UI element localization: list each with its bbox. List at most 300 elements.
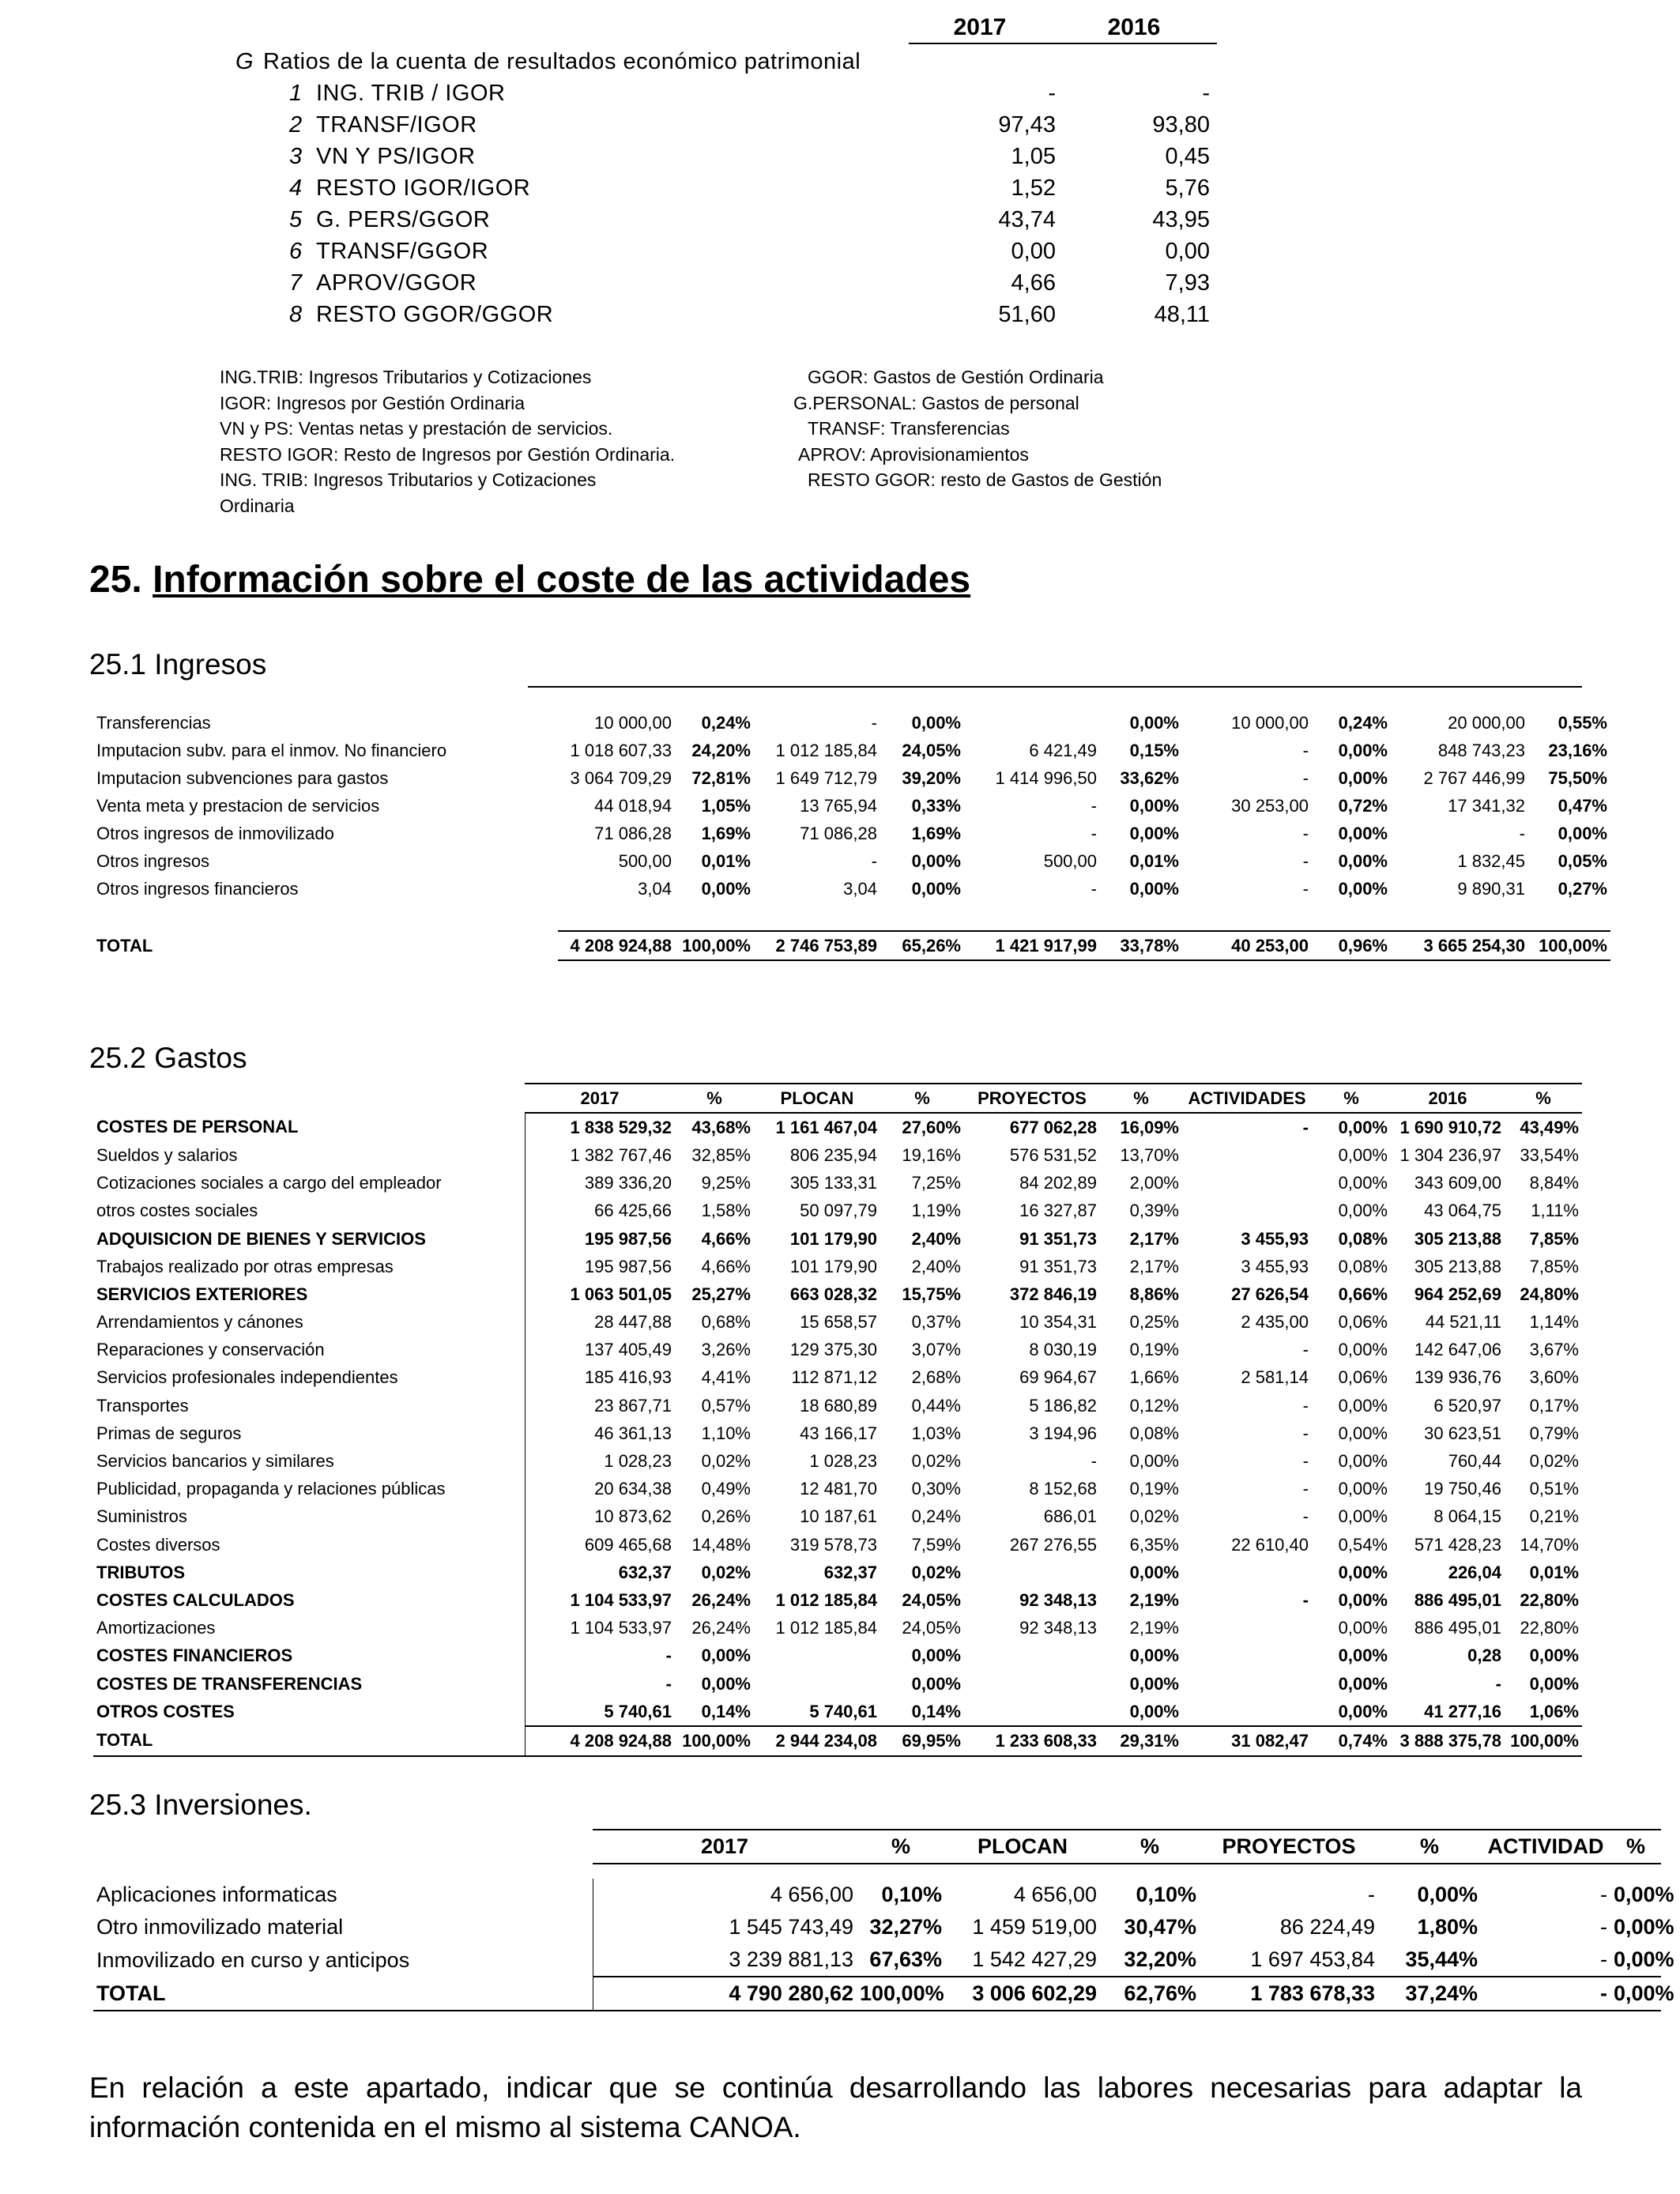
- ingresos-row-cell: 0,00%: [1129, 795, 1179, 816]
- gastos-row-cell: 2,40%: [911, 1228, 961, 1249]
- ingresos-row-cell: 0,05%: [1558, 850, 1607, 871]
- ratio-value-2017: 51,60: [998, 302, 1056, 327]
- gastos-row-cell: 13,70%: [1120, 1144, 1179, 1165]
- inversiones-row-cell: 32,20%: [1100, 1943, 1200, 1977]
- gastos-row-label: Primas de seguros: [96, 1423, 242, 1443]
- gastos-row-cell: 101 179,90: [789, 1256, 877, 1276]
- gastos-row-cell: 0,00%: [1338, 1117, 1388, 1137]
- gastos-row-cell: 44 521,11: [1425, 1312, 1501, 1333]
- gastos-row-cell: 9,25%: [701, 1173, 751, 1193]
- gastos-row-cell: 1 161 467,04: [775, 1117, 877, 1137]
- ratios-letter: G: [235, 49, 254, 74]
- ingresos-row: [93, 737, 1610, 764]
- ingresos-row-cell: 1 018 607,33: [570, 740, 672, 760]
- gastos-row-cell: -: [525, 1642, 675, 1670]
- ingresos-row-cell: 0,55%: [1558, 712, 1607, 733]
- gastos-row-cell: 1 063 501,05: [525, 1280, 675, 1308]
- gastos-row-cell: 8 064,15: [1433, 1506, 1501, 1527]
- gastos-row-cell: [754, 1642, 880, 1670]
- gastos-row-cell: 0,19%: [1129, 1340, 1179, 1360]
- gastos-row-cell: 92 348,13: [1019, 1589, 1097, 1610]
- ingresos-row-cell: 72,81%: [691, 767, 751, 788]
- ratio-value-2016: 43,95: [1152, 207, 1210, 232]
- ingresos-row-cell: 44 018,94: [594, 795, 672, 816]
- gastos-row-cell: [1182, 1559, 1312, 1586]
- ratio-value-2017: 0,00: [1011, 239, 1056, 264]
- ingresos-row-cell: 0,00%: [1338, 850, 1388, 871]
- inversiones-total-row-cell: 4 790 280,62: [593, 1977, 857, 2011]
- gastos-row-cell: 0,02%: [1129, 1506, 1179, 1527]
- spacer-cell: [93, 903, 1610, 931]
- gastos-row-cell: 2 435,00: [1241, 1312, 1309, 1333]
- gastos-row: [93, 1531, 1582, 1559]
- gastos-row-cell: 8,86%: [1129, 1284, 1179, 1304]
- gastos-row-cell: 22,80%: [1520, 1618, 1579, 1638]
- ingresos-row-cell: 0,33%: [911, 795, 961, 816]
- gastos-row-cell: 24,05%: [902, 1618, 961, 1638]
- gastos-row-cell: 2,19%: [1129, 1618, 1179, 1638]
- gastos-row-cell: 41 277,16: [1391, 1698, 1505, 1726]
- ingresos-row-label: Venta meta y prestacion de servicios: [96, 795, 380, 816]
- inversiones-row-cell: 32,27%: [869, 1915, 942, 1939]
- gastos-row-cell: 0,12%: [1129, 1395, 1179, 1416]
- ingresos-heading: 25.1 Ingresos: [89, 648, 267, 680]
- gastos-row-cell: 1 690 910,72: [1399, 1117, 1501, 1137]
- gastos-row-label: ADQUISICION DE BIENES Y SERVICIOS: [96, 1228, 426, 1249]
- gastos-row-cell: 0,37%: [911, 1312, 961, 1333]
- gastos-row-cell: 15,75%: [902, 1284, 961, 1304]
- gastos-row-cell: 305 213,88: [1414, 1256, 1501, 1276]
- gastos-row-cell: 0,49%: [701, 1479, 751, 1499]
- gastos-row-cell: 20 634,38: [525, 1476, 675, 1503]
- gastos-row-cell: 2,17%: [1129, 1228, 1179, 1249]
- gastos-row: [93, 1642, 1582, 1670]
- ingresos-row-cell: 13 765,94: [800, 795, 877, 816]
- gastos-row-cell: 46 361,13: [525, 1419, 675, 1447]
- ingresos-row-cell: 24,20%: [691, 740, 751, 760]
- gastos-row-cell: 43 166,17: [800, 1423, 877, 1443]
- gastos-row-cell: 137 405,49: [525, 1336, 675, 1364]
- gastos-row-cell: 886 495,01: [1414, 1618, 1501, 1638]
- gastos-row-cell: 1,06%: [1505, 1698, 1582, 1726]
- gastos-row-cell: 0,00%: [1529, 1673, 1579, 1694]
- ingresos-row-cell: 1,69%: [911, 823, 961, 843]
- gastos-row-cell: 43,68%: [691, 1117, 751, 1137]
- ingresos-row-cell: 23,16%: [1548, 740, 1607, 760]
- gastos-row: [93, 1559, 1582, 1586]
- ingresos-total-row: [93, 931, 1610, 960]
- ingresos-total-row-cell: 65,26%: [880, 931, 964, 960]
- ingresos-row-cell: 3,04: [638, 878, 672, 899]
- gastos-row-cell: 0,00%: [911, 1646, 961, 1666]
- gastos-row-cell: 0,00%: [1129, 1562, 1179, 1582]
- gastos-row-cell: 3 194,96: [1029, 1423, 1097, 1443]
- gastos-row-cell: 3,60%: [1529, 1367, 1579, 1388]
- gastos-row-cell: 3,67%: [1529, 1340, 1579, 1360]
- ingresos-row-cell: 848 743,23: [1437, 740, 1525, 760]
- gastos-total-row-cell: 4 208 924,88: [525, 1726, 675, 1755]
- gastos-row-cell: -: [1302, 1395, 1309, 1416]
- inversiones-row-label: Otro inmovilizado material: [96, 1915, 344, 1939]
- ingresos-row-cell: 1 012 185,84: [775, 740, 877, 760]
- gastos-row-label: Reparaciones y conservación: [96, 1340, 325, 1360]
- gastos-row-cell: 0,14%: [675, 1698, 754, 1726]
- gastos-row-cell: 343 609,00: [1414, 1173, 1501, 1193]
- gastos-total-row-cell: 3 888 375,78: [1391, 1726, 1505, 1755]
- ratios-title: Ratios de la cuenta de resultados económico patrimonial: [263, 49, 861, 74]
- gastos-row-cell: 609 465,68: [525, 1531, 675, 1559]
- ingresos-row-cell: 500,00: [1043, 850, 1097, 871]
- ingresos-row: [93, 764, 1610, 792]
- ratio-label: VN Y PS/IGOR: [316, 144, 476, 169]
- gastos-row-cell: 18 680,89: [800, 1395, 877, 1416]
- gastos-row-cell: 677 062,28: [1009, 1117, 1097, 1137]
- gastos-row-cell: 112 871,12: [791, 1367, 877, 1388]
- gastos-header-cell: %: [1312, 1084, 1391, 1113]
- gastos-row-cell: 2,17%: [1129, 1256, 1179, 1276]
- inversiones-row-label: Aplicaciones informaticas: [96, 1883, 337, 1906]
- gastos-header-cell: %: [1100, 1084, 1182, 1113]
- ingresos-total-row-cell: 0,96%: [1312, 931, 1391, 960]
- gastos-row-cell: 139 936,76: [1414, 1367, 1501, 1388]
- ingresos-row-cell: -: [1302, 850, 1309, 871]
- gastos-row-cell: 0,00%: [1338, 1673, 1388, 1694]
- inversiones-row-cell: 1 545 743,49: [593, 1911, 857, 1943]
- gastos-row-cell: 0,66%: [1338, 1284, 1388, 1304]
- gastos-row-cell: 0,79%: [1529, 1423, 1579, 1443]
- inversiones-row-cell: 0,00%: [1610, 1943, 1661, 1977]
- inversiones-row-cell: 86 224,49: [1279, 1915, 1375, 1939]
- gastos-row-cell: 0,00%: [1100, 1698, 1182, 1726]
- ratio-value-2016: 0,45: [1165, 144, 1210, 169]
- gastos-row-cell: -: [1495, 1673, 1501, 1694]
- ratio-label: TRANSF/GGOR: [316, 239, 489, 264]
- gastos-header-cell: %: [880, 1084, 964, 1113]
- inversiones-row-cell: -: [1600, 1883, 1607, 1906]
- gastos-row-cell: 91 351,73: [1019, 1256, 1097, 1276]
- inversiones-row-cell: 1 542 427,29: [945, 1943, 1100, 1977]
- gastos-row-cell: -: [1302, 1589, 1309, 1610]
- gastos-row-cell: 0,51%: [1529, 1479, 1579, 1499]
- ratio-value-2016: 93,80: [1152, 112, 1210, 138]
- gastos-row: [93, 1364, 1582, 1392]
- ingresos-row-cell: 500,00: [618, 850, 672, 871]
- gastos-row-cell: 3,26%: [701, 1340, 751, 1360]
- ingresos-row-cell: 2 767 446,99: [1423, 767, 1525, 788]
- legend-right-item: G.PERSONAL: Gastos de personal: [793, 392, 1079, 413]
- gastos-total-row-cell: 0,74%: [1312, 1726, 1391, 1755]
- ingresos-total-row-cell: 100,00%: [1528, 931, 1610, 960]
- gastos-row-cell: 22 610,40: [1231, 1534, 1309, 1555]
- gastos-row-cell: 4,41%: [701, 1367, 751, 1388]
- spacer-cell: [93, 1864, 1661, 1879]
- gastos-row-cell: 1 382 767,46: [525, 1141, 675, 1169]
- gastos-row-cell: 226,04: [1448, 1562, 1501, 1582]
- gastos-row-cell: 5 186,82: [1029, 1395, 1097, 1416]
- inversiones-row-label: Inmovilizado en curso y anticipos: [96, 1947, 410, 1972]
- gastos-row-cell: [1182, 1197, 1312, 1225]
- inversiones-total-row-cell: 1 783 678,33: [1200, 1977, 1378, 2011]
- gastos-row-cell: 25,27%: [691, 1284, 751, 1304]
- gastos-row-cell: 5 740,61: [525, 1698, 675, 1726]
- gastos-row-cell: 3 455,93: [1241, 1256, 1309, 1276]
- inversiones-row-cell: -: [1600, 1915, 1607, 1939]
- ratios-section: [0, 0, 1680, 553]
- ingresos-row-cell: 0,00%: [701, 878, 751, 899]
- gastos-header-row: [93, 1084, 1582, 1113]
- gastos-row: [93, 1503, 1582, 1531]
- gastos-row-label: TRIBUTOS: [96, 1562, 186, 1582]
- gastos-row-cell: [964, 1670, 1100, 1698]
- ratio-label: APROV/GGOR: [316, 270, 477, 296]
- gastos-row-cell: 319 578,73: [789, 1534, 877, 1555]
- ratio-value-2016: -: [1202, 81, 1210, 106]
- gastos-row-label: Amortizaciones: [96, 1618, 216, 1638]
- section-title: Información sobre el coste de las actividades: [153, 559, 971, 601]
- gastos-row: [93, 1113, 1582, 1141]
- legend-left-item: ING. TRIB: Ingresos Tributarios y Cotizaciones: [220, 469, 597, 490]
- inversiones-total-row: [93, 1977, 1661, 2011]
- gastos-row-cell: 760,44: [1448, 1451, 1501, 1472]
- gastos-row-cell: 0,00%: [1338, 1451, 1388, 1472]
- ingresos-row: [93, 792, 1610, 820]
- ingresos-row-cell: 1,05%: [701, 795, 751, 816]
- ingresos-total-row-cell: 33,78%: [1100, 931, 1182, 960]
- gastos-row-cell: [1182, 1170, 1312, 1197]
- gastos-row-cell: 24,05%: [902, 1589, 961, 1610]
- inversiones-header-cell: %: [1610, 1830, 1661, 1864]
- gastos-row: [93, 1447, 1582, 1475]
- gastos-row-cell: 8 152,68: [1029, 1479, 1097, 1499]
- gastos-row-cell: 372 846,19: [1009, 1284, 1097, 1304]
- gastos-row-cell: 964 252,69: [1414, 1284, 1501, 1304]
- ingresos-row-label: Imputacion subv. para el inmov. No financiero: [96, 740, 447, 760]
- gastos-row-label: Transportes: [96, 1395, 189, 1416]
- gastos-row-cell: 6,35%: [1129, 1534, 1179, 1555]
- gastos-row-cell: 1,19%: [911, 1201, 961, 1221]
- gastos-row-cell: 195 987,56: [525, 1253, 675, 1280]
- inversiones-heading: 25.3 Inversiones.: [89, 1789, 312, 1821]
- inversiones-row: [93, 1911, 1661, 1943]
- gastos-heading: 25.2 Gastos: [89, 1042, 247, 1074]
- gastos-header-cell: %: [1505, 1084, 1582, 1113]
- gastos-row-cell: 632,37: [823, 1562, 877, 1582]
- ratio-value-2016: 7,93: [1165, 270, 1210, 296]
- gastos-row: [93, 1336, 1582, 1364]
- gastos-row-cell: -: [1302, 1506, 1309, 1527]
- ingresos-row-cell: [964, 709, 1100, 737]
- gastos-row-cell: 4,66%: [701, 1228, 751, 1249]
- gastos-row-cell: 16 327,87: [1019, 1201, 1097, 1221]
- gastos-row-cell: 0,00%: [1338, 1589, 1388, 1610]
- ingresos-total-row-cell: 4 208 924,88: [558, 931, 675, 960]
- gastos-total-row-cell: 100,00%: [675, 1726, 754, 1755]
- inversiones-header-cell: [93, 1830, 593, 1864]
- ingresos-row-cell: 10 000,00: [1231, 712, 1309, 733]
- gastos-row-cell: 32,85%: [691, 1144, 751, 1165]
- ingresos-row-cell: 17 341,32: [1448, 795, 1525, 816]
- gastos-header-cell: 2016: [1391, 1084, 1505, 1113]
- gastos-row-cell: 1 304 236,97: [1399, 1144, 1501, 1165]
- inversiones-header-cell: 2017: [593, 1830, 857, 1864]
- ingresos-row-cell: 1 649 712,79: [775, 767, 877, 788]
- legend-right-item: TRANSF: Transferencias: [808, 418, 1010, 439]
- inversiones-total-row-label: TOTAL: [93, 1977, 593, 2011]
- ratio-label: TRANSF/IGOR: [316, 112, 477, 138]
- ingresos-row-cell: 0,00%: [1129, 878, 1179, 899]
- ingresos-row-cell: 3 064 709,29: [570, 767, 672, 788]
- gastos-row-cell: 3 455,93: [1241, 1228, 1309, 1249]
- ingresos-row-cell: -: [1302, 767, 1309, 788]
- gastos-row-cell: 571 428,23: [1414, 1534, 1501, 1555]
- gastos-row-cell: 10 873,62: [525, 1503, 675, 1531]
- ratio-number: 5: [289, 207, 303, 232]
- gastos-row-cell: 0,02%: [911, 1451, 961, 1472]
- gastos-row-cell: [1182, 1670, 1312, 1698]
- gastos-row-label: Costes diversos: [96, 1534, 220, 1555]
- gastos-row-cell: 1 028,23: [525, 1447, 675, 1475]
- gastos-row-cell: 0,00%: [1338, 1340, 1388, 1360]
- gastos-row-label: Arrendamientos y cánones: [96, 1312, 303, 1333]
- gastos-header-cell: PLOCAN: [754, 1084, 880, 1113]
- gastos-row-cell: 0,00%: [1338, 1395, 1388, 1416]
- gastos-row-cell: 1,10%: [701, 1423, 751, 1443]
- ratios-header-rule: [909, 43, 1217, 44]
- gastos-row-cell: 305 133,31: [789, 1173, 877, 1193]
- gastos-total-row-cell: 100,00%: [1505, 1726, 1582, 1755]
- ingresos-row-cell: 30 253,00: [1231, 795, 1309, 816]
- inversiones-row-cell: 67,63%: [857, 1943, 945, 1977]
- gastos-row-cell: 2,68%: [911, 1367, 961, 1388]
- gastos-row: [93, 1197, 1582, 1225]
- closing-paragraph: En relación a este apartado, indicar que se continúa desarrollando las labores necesarias para adaptar la información contenida en el mismo al sistema CANOA.: [89, 2071, 1582, 2143]
- gastos-row-cell: 0,25%: [1129, 1312, 1179, 1333]
- gastos-header-cell: 2017: [525, 1084, 675, 1113]
- gastos-row-cell: 142 647,06: [1414, 1340, 1501, 1360]
- gastos-row: [93, 1309, 1582, 1336]
- gastos-row-cell: 0,00%: [1338, 1423, 1388, 1443]
- ratio-number: 8: [289, 302, 303, 327]
- ingresos-row: [93, 875, 1610, 903]
- ratio-label: G. PERS/GGOR: [316, 207, 491, 232]
- gastos-row-cell: 84 202,89: [1019, 1173, 1097, 1193]
- gastos-row-cell: 5 740,61: [754, 1698, 880, 1726]
- gastos-row-cell: 0,21%: [1529, 1506, 1579, 1527]
- gastos-row-cell: 19 750,46: [1424, 1479, 1501, 1499]
- gastos-row-cell: 0,02%: [1529, 1451, 1579, 1472]
- inversiones-row-cell: 1 459 519,00: [972, 1915, 1097, 1939]
- gastos-row-cell: 2,19%: [1129, 1589, 1179, 1610]
- ingresos-row-cell: -: [1302, 740, 1309, 760]
- inversiones-total-row-cell: 62,76%: [1100, 1977, 1200, 2011]
- inversiones-header-cell: ACTIVIDAD: [1481, 1830, 1610, 1864]
- ingresos-row-cell: 1 414 996,50: [995, 767, 1097, 788]
- ingresos-top-rule: [528, 686, 1582, 688]
- inversiones-row-cell: 3 239 881,13: [593, 1943, 857, 1977]
- inversiones-row-cell: 1,80%: [1417, 1915, 1478, 1939]
- gastos-row-cell: 1 104 533,97: [525, 1586, 675, 1614]
- ingresos-row-cell: 9 890,31: [1457, 878, 1525, 899]
- gastos-row-cell: [964, 1642, 1100, 1670]
- ingresos-row-cell: 0,00%: [1338, 823, 1388, 843]
- ingresos-row-cell: 0,00%: [1129, 823, 1179, 843]
- gastos-total-row-cell: 31 082,47: [1182, 1726, 1312, 1755]
- gastos-row-cell: 0,00%: [1129, 1451, 1179, 1472]
- gastos-row-cell: 2,40%: [911, 1256, 961, 1276]
- inversiones-row-cell: -: [1481, 1943, 1610, 1977]
- inversiones-row-cell: 35,44%: [1378, 1943, 1481, 1977]
- ingresos-row: [93, 820, 1610, 847]
- ingresos-row-cell: -: [1090, 823, 1097, 843]
- ratio-label: RESTO GGOR/GGOR: [316, 302, 554, 327]
- inversiones-row-cell: 1 697 453,84: [1200, 1943, 1378, 1977]
- gastos-row-cell: 0,00%: [1129, 1673, 1179, 1694]
- ratio-value-2017: 1,05: [1011, 144, 1056, 169]
- gastos-row-cell: [1182, 1141, 1312, 1169]
- gastos-row-cell: 0,00%: [1338, 1506, 1388, 1527]
- gastos-row-cell: 632,37: [525, 1559, 675, 1586]
- inversiones-total-row-cell: 37,24%: [1378, 1977, 1481, 2011]
- gastos-row-cell: 12 481,70: [800, 1479, 877, 1499]
- ingresos-row: [93, 709, 1610, 737]
- ingresos-row-cell: 33,62%: [1120, 767, 1179, 788]
- ratio-value-2017: 43,74: [998, 207, 1056, 232]
- gastos-row-cell: 10 187,61: [800, 1506, 877, 1527]
- ratio-value-2016: 5,76: [1165, 175, 1210, 201]
- gastos-row-cell: 7,85%: [1529, 1256, 1579, 1276]
- ingresos-row-cell: -: [1090, 795, 1097, 816]
- gastos-row-cell: 26,24%: [691, 1589, 751, 1610]
- ingresos-row-cell: 1,69%: [701, 823, 751, 843]
- gastos-row-cell: 7,59%: [911, 1534, 961, 1555]
- gastos-row-cell: -: [1302, 1423, 1309, 1443]
- gastos-row-label: COSTES FINANCIEROS: [96, 1646, 293, 1666]
- gastos-row-cell: 43 064,75: [1424, 1201, 1501, 1221]
- ingresos-row-cell: -: [1090, 878, 1097, 899]
- gastos-row-cell: 0,01%: [1529, 1562, 1579, 1582]
- ingresos-row-cell: 24,05%: [902, 740, 961, 760]
- ingresos-total-row-cell: 3 665 254,30: [1391, 931, 1528, 960]
- gastos-row-cell: 0,44%: [911, 1395, 961, 1416]
- gastos-row: [93, 1253, 1582, 1280]
- gastos-row-cell: 0,24%: [911, 1506, 961, 1527]
- gastos-row-cell: 1,58%: [701, 1201, 751, 1221]
- ratio-number: 2: [289, 112, 303, 138]
- ingresos-row-label: Imputacion subvenciones para gastos: [96, 767, 389, 788]
- gastos-total-row-cell: 1 233 608,33: [964, 1726, 1100, 1755]
- gastos-row-cell: 14,48%: [691, 1534, 751, 1555]
- gastos-row-cell: 2,00%: [1129, 1173, 1179, 1193]
- legend-left-item: Ordinaria: [220, 495, 295, 516]
- gastos-row-cell: 389 336,20: [525, 1170, 675, 1197]
- gastos-row-cell: [964, 1698, 1100, 1726]
- gastos-row-label: Servicios profesionales independientes: [96, 1367, 398, 1388]
- gastos-row-cell: 3,07%: [911, 1340, 961, 1360]
- section-heading: [89, 558, 970, 601]
- ratio-number: 6: [289, 239, 303, 264]
- ratio-value-2017: 4,66: [1011, 270, 1056, 296]
- ingresos-total-row-cell: 2 746 753,89: [754, 931, 880, 960]
- gastos-row-cell: 15 658,57: [800, 1312, 877, 1333]
- gastos-row-cell: -: [1302, 1479, 1309, 1499]
- gastos-row-cell: 0,08%: [1338, 1256, 1388, 1276]
- gastos-row: [93, 1476, 1582, 1503]
- gastos-row-cell: 30 623,51: [1424, 1423, 1501, 1443]
- gastos-row-label: COSTES DE TRANSFERENCIAS: [96, 1673, 363, 1694]
- ratio-value-2016: 48,11: [1154, 302, 1210, 327]
- gastos-row-cell: -: [1090, 1451, 1097, 1472]
- legend-left-item: IGOR: Ingresos por Gestión Ordinaria: [220, 392, 525, 413]
